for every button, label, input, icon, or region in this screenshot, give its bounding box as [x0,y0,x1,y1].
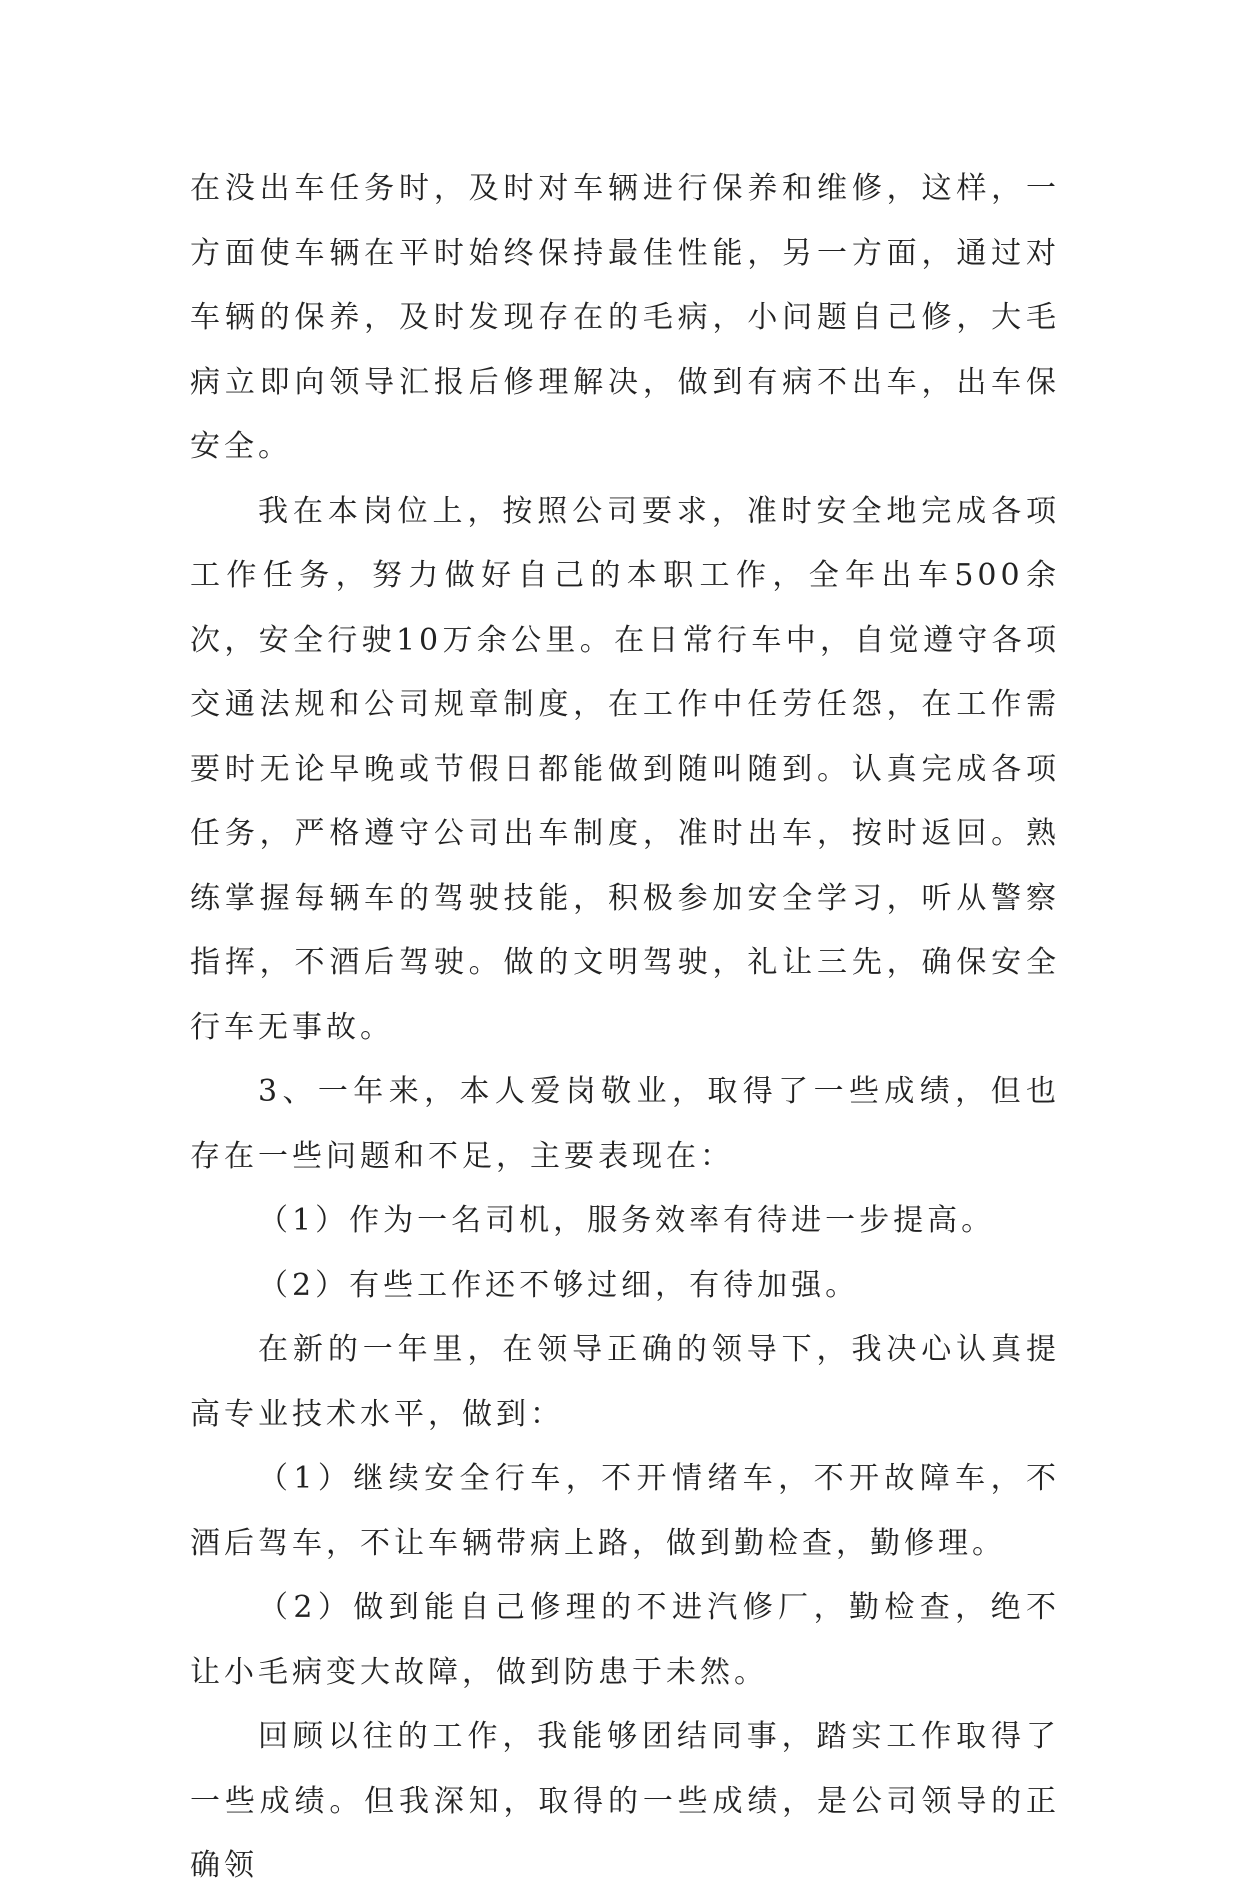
paragraph-work-summary: 我在本岗位上，按照公司要求，准时安全地完成各项工作任务，努力做好自己的本职工作，全年出车500余次，安全行驶10万余公里。在日常行车中，自觉遵守各项交通法规和公司规章制度，在工作中任劳任怨，在工作需要时无论早晚或节假日都能做到随叫随到。认真完成各项任务，严格遵守公司出车制度，准时出车，按时返回。熟练掌握每辆车的驾驶技能，积极参加安全学习，听从警察指挥，不酒后驾驶。做的文明驾驶，礼让三先，确保安全行车无事故。 [190,493,1060,1045]
document-body [190,157,1060,1899]
paragraph-shortcomings-intro: 3、一年来，本人爱岗敬业，取得了一些成绩，但也存在一些问题和不足，主要表现在： [190,1074,1060,1174]
paragraph-goal-1: （1）继续安全行车，不开情绪车，不开故障车，不酒后驾车，不让车辆带病上路，做到勤检查，勤修理。 [190,1461,1060,1561]
paragraph-review: 回顾以往的工作，我能够团结同事，踏实工作取得了一些成绩。但我深知，取得的一些成绩，是公司领导的正确领 [190,1719,1060,1883]
paragraph-shortcoming-1: （1）作为一名司机，服务效率有待进一步提高。 [258,1203,996,1238]
paragraph-new-year-intro: 在新的一年里，在领导正确的领导下，我决心认真提高专业技术水平，做到： [190,1332,1060,1432]
paragraph-goal-2: （2）做到能自己修理的不进汽修厂，勤检查，绝不让小毛病变大故障，做到防患于未然。 [190,1590,1060,1690]
paragraph-shortcoming-2: （2）有些工作还不够过细，有待加强。 [258,1267,860,1303]
paragraph-vehicle-maintenance: 在没出车任务时，及时对车辆进行保养和维修，这样，一方面使车辆在平时始终保持最佳性能，另一方面，通过对车辆的保养，及时发现存在的毛病，小问题自己修，大毛病立即向领导汇报后修理解决，做到有病不出车，出车保安全。 [190,171,1060,464]
